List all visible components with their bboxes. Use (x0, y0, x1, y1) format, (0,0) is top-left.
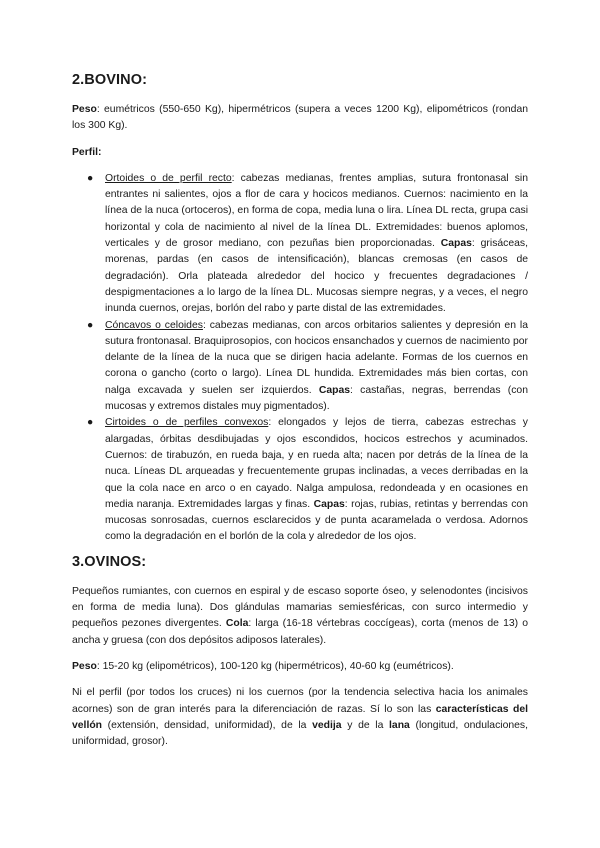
vedija-label: vedija (312, 719, 342, 731)
item-text: : cabezas medianas, frentes amplias, sutura frontonasal sin entrantes ni salientes, ojos a flor de cara y hocicos medianos. Cuernos: nacimiento en la línea de la nuca (ortoceros), en forma de copa, media luna o lira. Línea DL recta, grupa casi horizontal y cola de nacimiento al nivel de la línea DL. Extremidades: buenos aplomos, verticales y de grosor mediano, con pezuñas bien proporcionadas. (105, 172, 528, 250)
item-text: : castañas, negras, berrendas (con mucosas y extremos distales muy pigmentados). (105, 384, 528, 413)
bullet-icon: ● (87, 319, 94, 331)
item-title: Cirtoides o de perfiles convexos (105, 417, 269, 429)
cola-label: Cola (225, 618, 249, 630)
closing-text: (extensión, densidad, uniformidad), de la (102, 719, 313, 731)
peso-text: : eumétricos (550-650 Kg), hipermétricos (supera a veces 1200 Kg), elipométricos (rondan los 300 Kg). (72, 104, 528, 132)
bovino-peso-paragraph (72, 102, 528, 135)
item-text: : rojas, rubias, retintas y berrendas con mucosas sonrosadas, cuernos esclarecidos y de punta acaramelada o verdosa. Adornos como la degradación en el borlón de la cola y alrededor de los ojos. (105, 498, 528, 543)
ovinos-peso-paragraph (72, 659, 528, 675)
item-text: : grisáceas, morenas, pardas (en casos de intensificación), blancas cremosas (en casos de degradación). Orla plateada alrededor del hocico y frecuentes degradaciones / despigmentaciones a lo largo de la línea DL. Mucosas siempre negras, y a veces, el negro inunda cuernos, orejas, borlón del rabo y parte distal de las extremidades. (105, 238, 529, 315)
capas-label: Capas (318, 384, 351, 396)
bullet-icon: ● (87, 172, 94, 184)
list-item (87, 415, 528, 545)
closing-text: Ni el perfil (por todos los cruces) ni los cuernos (por la tendencia selectiva hacia los animales acornes) son de gran interés para la diferenciación de razas. Sí lo son las (72, 687, 528, 715)
peso-label: Peso (72, 104, 97, 115)
closing-text: (longitud, ondulaciones, uniformidad, grosor). (72, 719, 528, 748)
vellon-label: características del vellón (72, 703, 528, 731)
perfil-heading: Perfil: (72, 146, 102, 158)
section-heading-ovinos: 3.OVINOS: (72, 553, 147, 570)
list-item (87, 171, 528, 318)
capas-label: Capas (313, 498, 345, 510)
item-title: Cóncavos o celoides (105, 319, 203, 331)
ovinos-intro-paragraph (72, 584, 528, 649)
item-text: : cabezas medianas, con arcos orbitarios salientes y depresión en la sutura frontonasal. Braquiprosopios, con hocicos ensanchados y cuernos de nacimiento por delante de la línea de la nuca que se dirigen hacia adelante. Formas de los cuernos en corona o gancho (corto o largo). Línea DL hundida. Extremidades más bien cortas, con nalga excavada y suelen ser izquierdos. (105, 319, 528, 396)
capas-label: Capas (440, 238, 472, 250)
peso-label: Peso (72, 660, 97, 672)
perfil-list (72, 171, 528, 546)
intro-text: Pequeños rumiantes, con cuernos en espiral y de escaso soporte óseo, y selenodontes (incisivos en forma de media luna). Dos glándulas mamarias semiesféricas, con surco intermedio y pequeños pezones divergentes. (72, 585, 528, 630)
closing-text: y de la (341, 719, 390, 731)
lana-label: lana (389, 719, 410, 731)
intro-text: : larga (16-18 vértebras coccígeas), corta (menos de 13) o ancha y gruesa (con dos depósitos adiposos laterales). (72, 618, 528, 646)
bullet-icon: ● (87, 417, 94, 429)
ovinos-closing-paragraph (72, 685, 528, 750)
item-title: Ortoides o de perfil recto (105, 172, 232, 184)
section-heading-bovino: 2.BOVINO: (72, 72, 148, 88)
list-item (87, 318, 528, 416)
peso-text: : 15-20 kg (elipométricos), 100-120 kg (hipermétricos), 40-60 kg (eumétricos). (96, 660, 454, 672)
item-text: : elongados y lejos de tierra, cabezas estrechas y alargadas, órbitas desdibujadas y ojos escondidos, hocicos estrechos y acuminados. Cuernos: de tirabuzón, en rueda baja, y en rueda alta; nacen por detrás de la línea de la nuca. Líneas DL arqueadas y frecuentemente grupas inclinadas, a veces derribadas en la que la cola nace en arco o en cayado. Nalga ampulosa, redondeada y en ocasiones en media naranja. Extremidades largas y finas. (105, 417, 528, 510)
